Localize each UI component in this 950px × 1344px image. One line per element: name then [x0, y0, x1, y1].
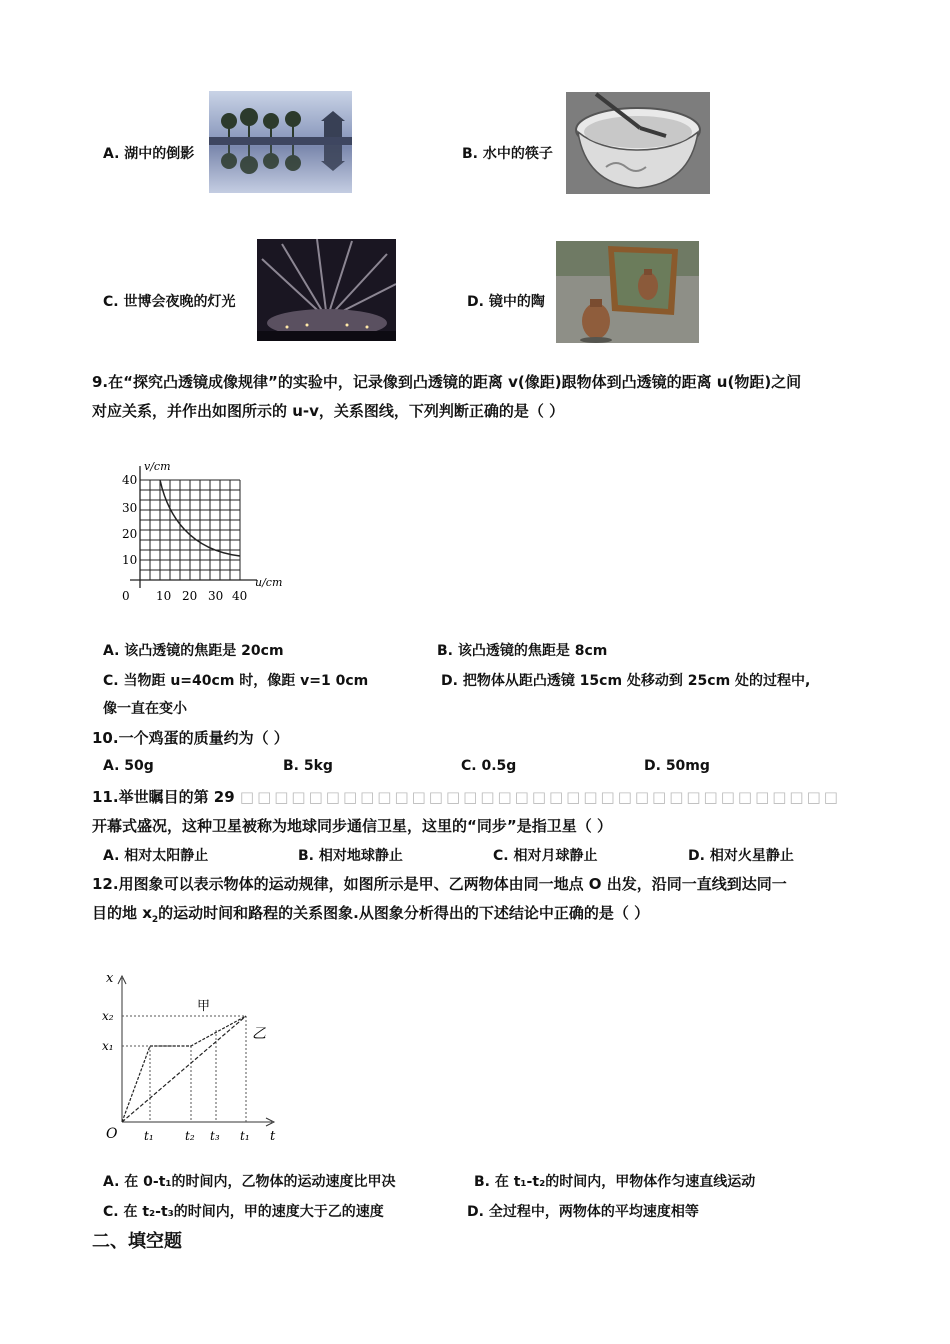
q11-stem-line1: 11.举世瞩目的第 29 □□□□□□□□□□□□□□□□□□□□□□□□□□□□□□□□□□□ [92, 788, 841, 806]
q12-x2-label: x₂ [102, 1009, 114, 1023]
section-heading-fill-in: 二、填空题 [92, 1231, 182, 1252]
q9-stem-line2: 对应关系，并作出如图所示的 u-v，关系图线，下列判断正确的是（ ） [92, 402, 565, 420]
q10-stem: 10.一个鸡蛋的质量约为（ ） [92, 729, 289, 747]
q12-axis-t-label: t [270, 1129, 276, 1144]
q10-option-c: C. 0.5g [461, 758, 517, 774]
q11-option-a: A. 相对太阳静止 [103, 848, 209, 864]
q9-ytick: 40 [122, 473, 138, 487]
q8-option-a: A. 湖中的倒影 [103, 146, 195, 162]
q9-origin: 0 [122, 589, 130, 603]
q11-option-b: B. 相对地球静止 [298, 848, 403, 864]
q8-option-c: C. 世博会夜晚的灯光 [103, 294, 236, 310]
q9-ytick: 30 [122, 501, 138, 515]
q8-option-d: D. 镜中的陶 [467, 294, 545, 310]
mirror-pottery-image [556, 241, 699, 343]
q12-t3-label: t₃ [210, 1129, 220, 1143]
lake-reflection-image [209, 91, 352, 193]
q9-xtick: 30 [208, 589, 224, 603]
q9-ytick: 10 [122, 553, 138, 567]
q11-missing-glyphs: □□□□□□□□□□□□□□□□□□□□□□□□□□□□□□□□□□□ [239, 788, 841, 806]
q12-option-b: B. 在 t₁-t₂的时间内，甲物体作匀速直线运动 [474, 1174, 756, 1190]
q9-xtick: 20 [182, 589, 198, 603]
q11-option-c: C. 相对月球静止 [493, 848, 598, 864]
q9-option-b: B. 该凸透镜的焦距是 8cm [437, 643, 608, 659]
q12-option-c: C. 在 t₂-t₃的时间内，甲的速度大于乙的速度 [103, 1204, 384, 1220]
q12-stem-line2: 目的地 $x_2$的运动时间和路程的关系图象.从图象分析得出的下述结论中正确的是（ ） [92, 904, 650, 925]
q12-origin-label: O [106, 1126, 118, 1142]
q9-option-d: D. 把物体从距凸透镜 15cm 处移动到 25cm 处的过程中, [441, 673, 811, 689]
q12-t1-label: t₁ [144, 1129, 154, 1143]
q9-stem-line1: 9.在“探究凸透镜成像规律”的实验中，记录像到凸透镜的距离 v(像距)跟物体到凸透镜的距离 u(物距)之间 [92, 373, 802, 391]
q9-xtick: 10 [156, 589, 172, 603]
q9-xtick: 40 [232, 589, 248, 603]
q9-ytick: 20 [122, 527, 138, 541]
q10-option-b: B. 5kg [283, 758, 333, 774]
q12-option-d: D. 全过程中，两物体的平均速度相等 [467, 1204, 699, 1220]
q12-xt-graph [100, 966, 290, 1148]
q8-option-b: B. 水中的筷子 [462, 146, 553, 162]
q12-stem-line1: 12.用图象可以表示物体的运动规律，如图所示是甲、乙两物体由同一地点 O 出发，沿同一直线到达同一 [92, 875, 787, 893]
q9-option-c: C. 当物距 u=40cm 时，像距 v=1 0cm [103, 673, 369, 689]
q9-option-a: A. 该凸透镜的焦距是 20cm [103, 643, 284, 659]
q12-option-a: A. 在 0-t₁的时间内，乙物体的运动速度比甲决 [103, 1174, 396, 1190]
q12-axis-x-label: x [106, 971, 114, 986]
q11-stem-line2: 开幕式盛况，这种卫星被称为地球同步通信卫星，这里的“同步”是指卫星（ ） [92, 817, 612, 835]
q12-t2-label: t₂ [185, 1129, 195, 1143]
q9-uv-graph [112, 458, 292, 608]
q10-option-a: A. 50g [103, 758, 154, 774]
q9-option-d-cont: 像一直在变小 [103, 701, 187, 717]
q12-x1-label: x₁ [102, 1039, 114, 1053]
q12-yi-label: 乙 [252, 1026, 266, 1042]
q9-ylabel: v/cm [144, 460, 171, 473]
chopsticks-in-water-image [566, 92, 710, 194]
q9-xlabel: u/cm [255, 576, 283, 589]
q12-t4-label: t₁ [240, 1129, 250, 1143]
expo-night-lights-image [257, 239, 396, 341]
q10-option-d: D. 50mg [644, 758, 710, 774]
q11-option-d: D. 相对火星静止 [688, 848, 794, 864]
q12-jia-label: 甲 [197, 999, 211, 1014]
